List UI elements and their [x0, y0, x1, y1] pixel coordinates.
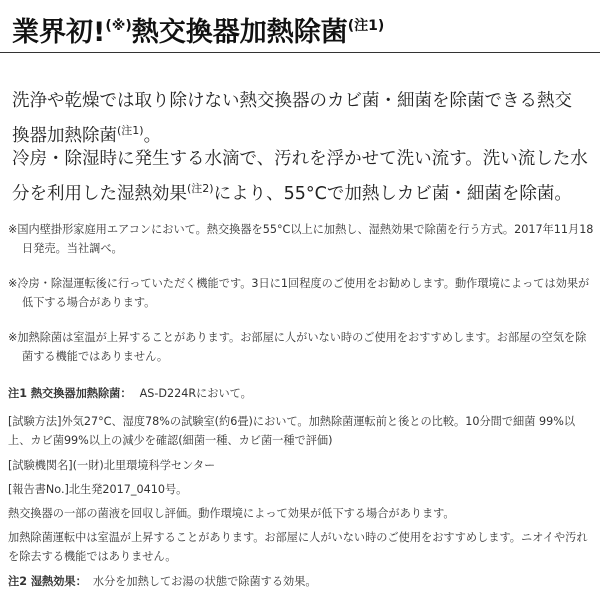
lead-paragraph-2: [12, 144, 588, 209]
note1-evaluation: 熱交換器の一部の菌液を回収し評価。動作環境によって効果が低下する場合があります。: [8, 507, 455, 520]
note1-model: AS-D224Rにおいて。: [139, 387, 252, 400]
note2-label: 注2 湿熱効果：: [8, 575, 87, 588]
footnote-release: ※国内壁掛形家庭用エアコンにおいて。熱交換器を55°C以上に加熱し、湿熱効果で除菌を行う方式。2017年11月18日発売。当社調べ。: [8, 223, 594, 255]
note1-label: 注1 熱交換器加熱除菌：: [8, 387, 132, 400]
lead-2-note: (注2): [187, 182, 214, 195]
note2-text: 水分を加熱してお湯の状態で除菌する効果。: [92, 575, 317, 588]
lead-1-note: (注1): [117, 124, 144, 137]
lead-1-end: 。: [143, 126, 162, 146]
note2-row: [8, 572, 594, 591]
lead-2-text: 冷房・除湿時に発生する水滴で、汚れを浮かせて洗い流す。洗い流した水分を利用した湿熱効果: [12, 149, 588, 204]
note1-report-number: [報告書No.]北生発2017_0410号。: [8, 483, 188, 496]
footnote-caution: ※加熱除菌は室温が上昇することがあります。お部屋に人がいない時のご使用をおすすめします。お部屋の空気を除菌する機能ではありません。: [8, 331, 587, 363]
lead-2-end: により、55°Cで加熱しカビ菌・細菌を除菌。: [213, 184, 572, 204]
note1-caution: 加熱除菌運転中は室温が上昇することがあります。お部屋に人がいない時のご使用をおすすめします。ニオイや汚れを除去する機能ではありません。: [8, 531, 588, 563]
note1-heading: [8, 384, 594, 403]
lead-1-text: 洗浄や乾燥では取り除けない熱交換器のカビ菌・細菌を除菌できる熱交換器加熱除菌: [12, 91, 572, 146]
title-prefix: 業界初!: [12, 17, 106, 48]
title-main: 熱交換器加熱除菌: [131, 17, 348, 48]
lead-paragraph-1: [12, 86, 588, 151]
title-divider: [0, 52, 600, 53]
note1-test-institution: [試験機関名](一財)北里環境科学センター: [8, 459, 216, 472]
note1-test-method: [試験方法]外気27°C、湿度78%の試験室(約6畳)において。加熱除菌運転前と後との比較。10分間で細菌 99%以上、カビ菌99%以上の減少を確認(細菌一種、カビ菌一種で評価): [8, 415, 576, 447]
footnote-usage: ※冷房・除湿運転後に行っていただく機能です。3日に1回程度のご使用をお勧めします。動作環境によっては効果が低下する場合があります。: [8, 277, 590, 309]
page-title: [12, 6, 592, 53]
title-prefix-note: (※): [105, 18, 132, 34]
title-main-note: (注1): [347, 18, 385, 34]
